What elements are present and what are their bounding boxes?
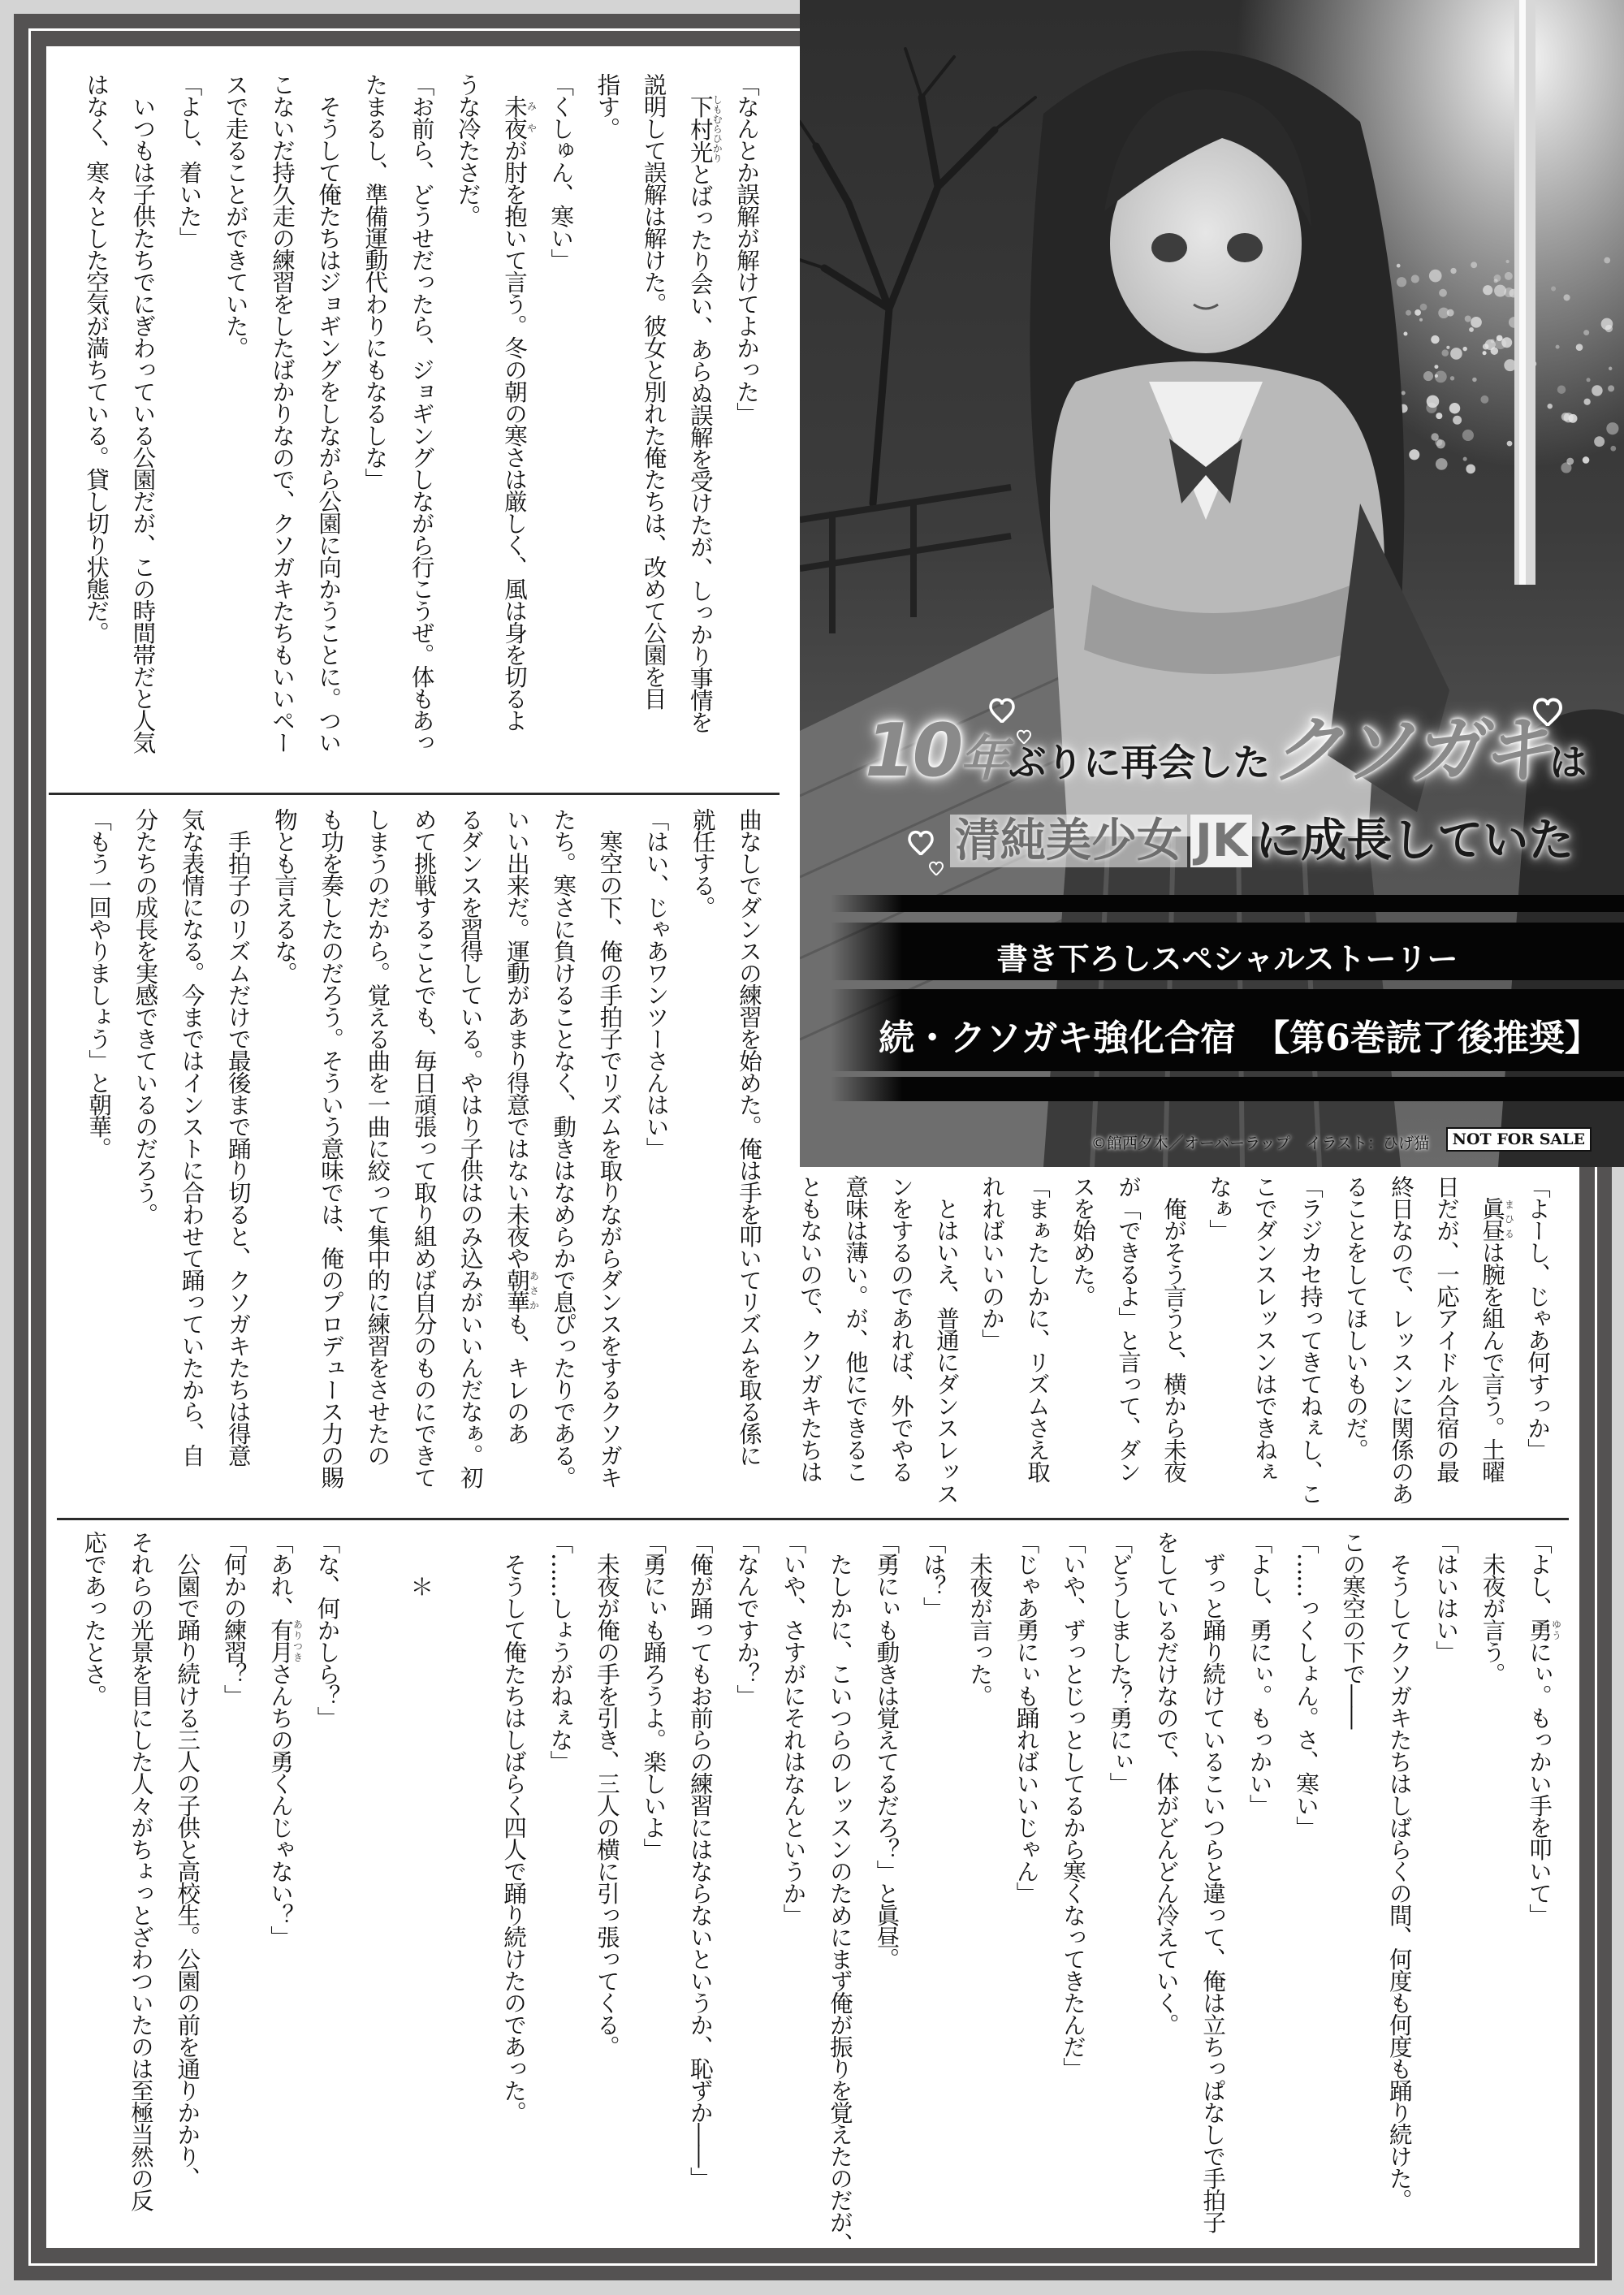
text-column [494, 808, 540, 1511]
city-light [1446, 346, 1449, 349]
text-column: うな冷たさだ。 [454, 73, 482, 227]
series-title-line2 [950, 816, 1574, 867]
text-column: 「な、何かしら？」 [313, 1531, 341, 1728]
city-light [1469, 327, 1474, 332]
city-light [1480, 395, 1488, 404]
city-light [1397, 264, 1401, 268]
text-column: 終日なので、レッスンに関係のあ [1388, 1175, 1415, 1504]
title-kusogaki: クソガキ [1270, 708, 1550, 793]
text-column: 「よし、着いた」 [175, 73, 203, 249]
city-light [1471, 261, 1477, 268]
city-light [1563, 294, 1570, 300]
text-column: 「いや、さすがにそれはなんというか」 [780, 1531, 807, 1925]
ruby-word [1526, 1619, 1562, 1640]
right-eye [1227, 233, 1263, 262]
city-light [1583, 456, 1590, 464]
city-light [1435, 439, 1442, 446]
text-column: 「勇にぃも動きは覚えてるだろ？」と眞昼。 [873, 1531, 901, 1969]
city-light [1450, 348, 1462, 360]
title-wa: は [1549, 741, 1587, 784]
city-light [1583, 399, 1590, 405]
ruby-base: 下村光 [686, 94, 714, 163]
band-thin-top [831, 895, 1624, 912]
text-column: そうしてクソガキたちはしばらくの間、何度も何度も踊り続けた。 [1385, 1531, 1413, 2211]
city-light [1583, 330, 1589, 335]
text-run [687, 73, 714, 95]
text-column: 「……っくしょん。さ、寒い」 [1292, 1531, 1320, 1838]
city-light [1472, 378, 1476, 382]
title-jk: JK [1190, 815, 1252, 867]
city-light [1483, 351, 1487, 355]
subtitle-band [831, 923, 1624, 980]
left-eye [1151, 233, 1187, 262]
text-column: 説明して誤解は解けた。彼女と別れた俺たちは、改めて公園を目 [640, 73, 667, 709]
city-light [1471, 317, 1482, 328]
text-column: いつもは子供たちでにぎわっている公園だが、この時間帯だと人気 [129, 73, 157, 753]
ruby-word [267, 1619, 304, 1662]
ruby-base: 未夜 [500, 95, 528, 139]
city-light [1609, 367, 1612, 370]
text-column: 「いや、ずっとじっとしてるから寒くなってきたんだ」 [1059, 1531, 1086, 2079]
story-title-row [831, 1009, 1624, 1061]
text-column: 応であったとさ。 [80, 1531, 108, 1706]
copyright-credit: ©館西夕木／オーバーラップ イラスト：ひげ猫 [1091, 1135, 1429, 1152]
text-column: それらの光景を目にした人々がちょっとざわついたのは至極当然の反 [127, 1531, 154, 2211]
title-line2-a: 清純美少女 [950, 815, 1187, 867]
text-column: 寒空の下、俺の手拍子でリズムを取りながらダンスをするクソガキ [596, 808, 624, 1488]
text-column: この寒空の下で―― [1339, 1531, 1367, 1728]
city-light [1576, 344, 1583, 351]
ruby-word [503, 1269, 540, 1312]
text-column: こでダンスレッスンはできねぇ [1251, 1175, 1278, 1482]
text-column: 未夜が言う。 [1479, 1531, 1506, 1684]
city-light [1465, 315, 1471, 322]
city-light [1495, 338, 1506, 349]
text-column: ともないので、クソガキたちは [797, 1175, 823, 1482]
text-column: 「……しょうがねぇな」 [546, 1531, 574, 1772]
ruby-word [500, 95, 538, 139]
city-light [1504, 359, 1516, 371]
text-column: 「なんとか誤解が解けてよかった」 [733, 73, 760, 424]
text-column: 指す。 [594, 73, 621, 139]
text-column: たまるし、準備運動代わりにもなるしな」 [361, 73, 389, 490]
text-column: 「よし、勇にぃ。もっかい」 [1246, 1531, 1273, 1816]
ruby-word [1479, 1197, 1515, 1241]
city-light [1505, 260, 1509, 263]
title-number: 10 [865, 708, 961, 793]
city-light [1441, 349, 1449, 357]
text-column: 公園で踊り続ける三人の子供と高校生。公園の前を通りかかり、 [174, 1531, 201, 2189]
section-divider-bottom [57, 1518, 1569, 1520]
text-column: 「勇にぃも踊ろうよ。楽しいよ」 [640, 1531, 667, 1860]
cover-illustration [800, 0, 1624, 1167]
text-column: とはいえ、普通にダンスレッス [933, 1175, 960, 1504]
text-column: るダンスを習得している。やはり子供はのみ込みがいいんだなぁ。初 [456, 808, 484, 1488]
city-light [1494, 285, 1506, 297]
text-column: をしているだけなので、体がどんどん冷えていく。 [1152, 1531, 1180, 2035]
city-light [1406, 310, 1411, 316]
furigana: しもむらひかり [711, 94, 723, 163]
text-column: も功を奏したのだろう。そういう意味では、俺のプロデュース力の賜 [317, 808, 345, 1488]
city-light [1610, 446, 1616, 452]
text-run [1479, 1175, 1505, 1197]
city-light [1557, 385, 1566, 393]
text-column [443, 1531, 490, 2245]
city-light [1450, 376, 1454, 380]
text-column [677, 73, 723, 780]
text-column: 「もう一回やりましょう」と朝華。 [85, 808, 113, 1159]
series-title-line1 [865, 708, 1587, 793]
text-column: 分たちの成長を実感できているのだろう。 [132, 808, 159, 1225]
text-column [1516, 1531, 1562, 2245]
city-light [1462, 430, 1474, 441]
text-column: こないだ持久走の練習をしたばかりなので、クソガキたちもいいペー [268, 73, 296, 753]
text-column: 未夜が言った。 [966, 1531, 994, 1706]
text-column: 意味は薄い。が、他にできるこ [842, 1175, 869, 1482]
city-light [1435, 374, 1438, 378]
text-column [1469, 1175, 1514, 1515]
city-light [1606, 422, 1618, 434]
text-column: 日だが、一応アイドル合宿の最 [1433, 1175, 1460, 1482]
text-column [491, 73, 538, 780]
city-light [1397, 277, 1406, 287]
text-column: そうして俺たちはジョギングをしながら公園に向かうことに。つい [315, 73, 343, 753]
text-column: たしかに、こいつらのレッスンのためにまず俺が振りを覚えたのだが、 [826, 1531, 853, 2254]
text-column: そうして俺たちはしばらく四人で踊り続けたのであった。 [500, 1531, 528, 2123]
city-light [1608, 385, 1614, 391]
city-light [1420, 304, 1427, 311]
city-light [1466, 465, 1475, 474]
text-column: 「じゃあ勇にぃも踊ればいいじゃん」 [1013, 1531, 1040, 1904]
city-light [1438, 308, 1449, 318]
city-light [1463, 457, 1467, 461]
story-title: 続・クソガキ強化合宿 [879, 1018, 1237, 1059]
city-light [1505, 272, 1513, 280]
city-light [1449, 403, 1460, 413]
text-column: 「は？」 [919, 1531, 947, 1619]
text-column: 「お前ら、どうせだったら、ジョギングしながら行こうぜ。体もあっ [408, 73, 435, 753]
city-light [1429, 270, 1442, 283]
furigana: みや [525, 95, 538, 139]
story-title-band [831, 989, 1624, 1071]
city-light [1423, 371, 1433, 381]
city-light [1403, 332, 1407, 336]
text-column: なぁ」 [1206, 1175, 1233, 1241]
text-column [257, 1531, 304, 2245]
city-light [1551, 287, 1556, 292]
city-light [1592, 385, 1602, 395]
city-light [1491, 347, 1499, 355]
text-column: 「何かの練習？」 [220, 1531, 248, 1706]
text-run: も、キレのあ [503, 1312, 530, 1444]
city-light [1409, 449, 1419, 460]
text-run: 「よし、 [1526, 1531, 1553, 1619]
text-run: とばったり会い、あらぬ誤解を受けたが、しっかり事情を [686, 162, 714, 733]
text-column: 「ラジカセ持ってきてねぇし、こ [1297, 1175, 1324, 1504]
city-light [1419, 318, 1423, 322]
title-mid: ぶりに再会した [1009, 741, 1271, 784]
city-light [1450, 268, 1456, 274]
ruby-base: 朝華 [503, 1269, 530, 1312]
section-divider-top [49, 793, 780, 795]
text-run: さんちの勇くんじゃない？」 [267, 1662, 295, 1947]
text-column: 「まぁたしかに、リズムさえ取 [1024, 1175, 1051, 1482]
city-light [1436, 413, 1442, 419]
text-column [350, 1531, 396, 2245]
furigana: ゆう [1550, 1619, 1562, 1640]
city-light [1439, 289, 1447, 297]
text-column: ずっと踊り続けているこいつらと違って、俺は立ちっぱなしで手拍子 [1199, 1531, 1227, 2232]
furigana: まひる [1503, 1197, 1515, 1241]
city-light [1587, 378, 1591, 382]
text-column: 「くしゅん、寒い」 [547, 73, 575, 270]
text-column: しまうのだから。覚える曲を一曲に絞って集中的に練習をさせたの [364, 808, 391, 1466]
ruby-base: 有月 [267, 1619, 295, 1662]
story-text-bottom [71, 1531, 1562, 2254]
story-note: 【第6巻読了後推奨】 [1272, 1018, 1600, 1059]
city-light [1594, 436, 1605, 447]
title-line2-b: に成長していた [1255, 815, 1574, 867]
text-run: 「あれ、 [267, 1531, 295, 1619]
text-run: が肘を抱いて言う。冬の朝の寒さは厳しく、風は身を切るよ [500, 139, 528, 731]
text-column: たち。寒さに負けることなく、動きはなめらかで息ぴったりである。 [550, 808, 577, 1488]
not-for-sale-badge: NOT FOR SALE [1446, 1127, 1592, 1152]
city-light [1556, 345, 1560, 349]
text-column: はなく、寒々とした空気が満ちている。貸し切り状態だ。 [83, 73, 110, 643]
text-run: にぃ。もっかい手を叩いて」 [1526, 1640, 1553, 1925]
city-light [1507, 441, 1513, 447]
text-column: ＊ [407, 1531, 434, 1597]
ruby-base: 勇 [1526, 1619, 1553, 1640]
city-light [1483, 285, 1492, 295]
text-run: いい出来だ。運動があまり得意ではない未夜や [503, 808, 530, 1269]
city-light [1434, 365, 1438, 369]
city-light [1604, 257, 1610, 264]
story-text-top [73, 73, 770, 780]
text-run [501, 73, 528, 95]
furigana: あさか [528, 1269, 540, 1312]
city-light [1566, 458, 1574, 465]
text-column: 「はい、じゃあワンツーさんはい」 [642, 808, 670, 1159]
city-light [1436, 458, 1448, 470]
furigana: ありつき [292, 1619, 304, 1662]
text-column: 就任する。 [689, 808, 716, 918]
text-column: めて挑戦することでも、毎日頑張って取り組めば自分のものにできて [410, 808, 438, 1488]
text-column: スを始めた。 [1069, 1175, 1096, 1307]
city-light [1426, 403, 1436, 413]
text-column: 未夜が俺の手を引き、三人の横に引っ張ってくる。 [593, 1531, 620, 2057]
text-column: ることをしてほしいものだ。 [1342, 1175, 1369, 1460]
text-column: 「俺が踊ってもお前らの練習にはならないというか、恥ずか――」 [686, 1531, 714, 2189]
city-light [1564, 413, 1574, 422]
text-column: れればいいのか」 [978, 1175, 1005, 1351]
text-run: は腕を組んで言う。土曜 [1479, 1241, 1505, 1482]
city-light [1415, 309, 1421, 316]
band-thin-bottom [831, 1077, 1624, 1101]
story-text-middle-left [76, 808, 772, 1511]
ruby-base: 眞昼 [1479, 1197, 1505, 1241]
text-column: ンをするのであれば、外でやる [888, 1175, 914, 1482]
text-column: 「なんですか？」 [733, 1531, 761, 1706]
subtitle: 書き下ろしスペシャルストーリー [996, 941, 1458, 977]
city-light [1601, 318, 1613, 331]
city-light [1453, 416, 1462, 425]
text-column: 手拍子のリズムだけで最後まで踊り切ると、クソガキたちは得意 [224, 808, 252, 1466]
text-column: 「よーし、じゃあ何すっか」 [1524, 1175, 1551, 1460]
text-column: 「はいはい」 [1432, 1531, 1460, 1662]
text-column: が「できるよ」と言って、ダン [1115, 1175, 1142, 1482]
title-nen: 年 [960, 731, 1009, 788]
text-column: 物とも言えるな。 [270, 808, 298, 983]
city-light [1548, 404, 1553, 408]
city-light [1462, 347, 1466, 351]
ruby-word [686, 94, 723, 163]
city-light [1491, 339, 1495, 343]
text-column: 俺がそう言うと、横から未夜 [1160, 1175, 1187, 1482]
text-column: スで走ることができていた。 [222, 73, 249, 358]
city-light [1494, 279, 1498, 283]
text-column: 「どうしました？勇にぃ」 [1106, 1531, 1134, 1794]
story-text-middle-right [787, 1175, 1560, 1515]
text-column: 曲なしでダンスの練習を始めた。俺は手を叩いてリズムを取る係に [736, 808, 762, 1466]
city-light [1431, 335, 1439, 344]
city-light [1411, 274, 1419, 283]
city-light [1402, 391, 1406, 395]
text-column: 気な表情になる。今まではインストに合わせて踊っていたから、自 [178, 808, 205, 1466]
